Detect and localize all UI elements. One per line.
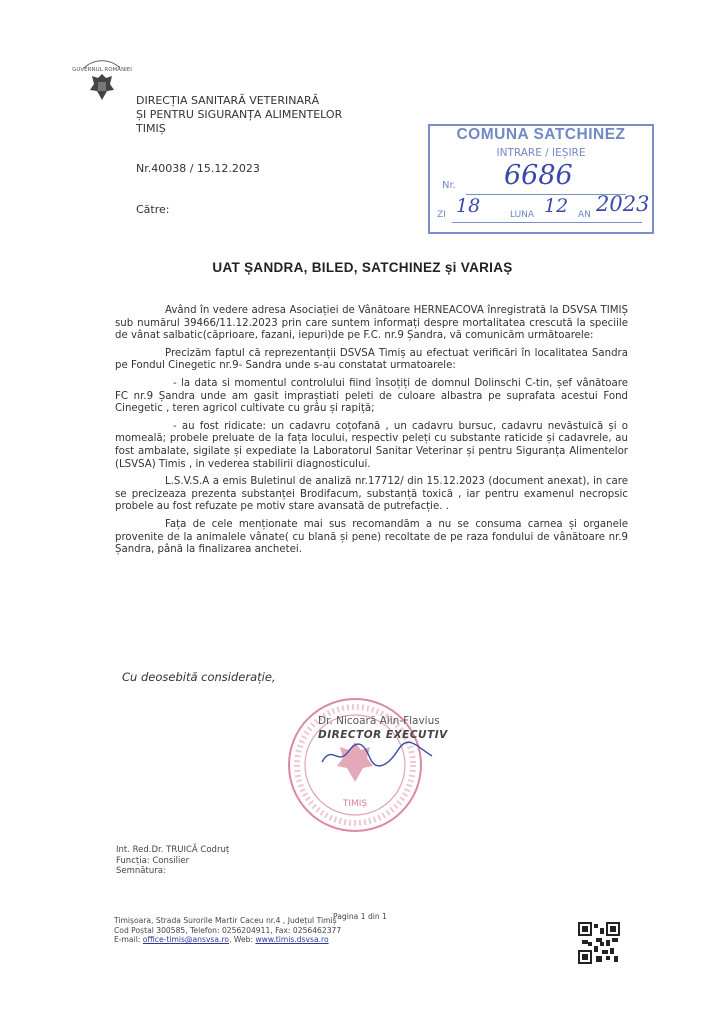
paragraph: Având în vedere adresa Asociației de Vânătoare HERNEACOVA înregistrată la DSVSA TIMIȘ sub numărul 39466/11.12.2023 prin care suntem informați despre mortalitatea crescută la speciile de vânat salbatic(căprioare, fazani, iepuri)de pe F.C. nr.9 Șandra, vă comunicăm următoarele: bbox=[115, 305, 628, 342]
government-crest-logo bbox=[72, 62, 132, 108]
stamp-nr-label: Nr. bbox=[442, 180, 456, 191]
stamp-an-value: 2023 bbox=[596, 192, 650, 216]
paragraph: Fața de cele menționate mai sus recomandăm a nu se consuma carnea și organele provenite de la animalele vânate( cu blană și pene) recoltate de pe raza fondului de vânătoare nr.9 Șandra, până la finalizarea anchetei. bbox=[115, 518, 628, 556]
internal-line: Funcția: Consilier bbox=[116, 855, 190, 866]
stamp-luna-label: LUNA bbox=[510, 210, 535, 220]
paragraph: - au fost ridicate: un cadavru coțofană , un cadavru bursuc, cadavru nevăstuică și o momeală; probele preluate de la fața locului, respectiv peleți cu substante raticide și cadavrele, au fost ambalate, sigilate și expediate la Laboratorul Sanitar Veterinar și pentru Siguranța Alimentelor (LSVSA) Timis , in vederea stabilirii diagnosticului. bbox=[115, 420, 628, 470]
seal-text: TIMIȘ bbox=[342, 799, 368, 809]
letter-body bbox=[115, 305, 628, 562]
internal-reference bbox=[116, 845, 229, 877]
stamp-nr-value: 6686 bbox=[504, 160, 573, 191]
paragraph: Precizăm faptul că reprezentanții DSVSA Timiș au efectuat verificări în localitatea Sandra pe Fondul Cinegetic nr.9- Sandra unde s-au constatat urmatoarele: bbox=[115, 347, 628, 372]
recipient-label: Către: bbox=[136, 203, 170, 216]
paragraph: L.S.V.S.A a emis Buletinul de analiză nr.17712/ din 15.12.2023 (document anexat), in care se precizeaza prezenta substanței Brodifacum, substanță toxică , iar pentru examenul necropsic probele au fost refuzate pe motiv stare avansată de putrefacție. . bbox=[115, 476, 628, 513]
institution-line: TIMIȘ bbox=[136, 122, 166, 135]
document-number: Nr.40038 / 15.12.2023 bbox=[136, 162, 260, 175]
crest-text: GUVERNUL ROMÂNIEI bbox=[72, 67, 132, 73]
stamp-zi-label: ZI bbox=[437, 210, 446, 220]
footer-address: Timișoara, Strada Surorile Martir Caceu nr.4 , Județul Timiș bbox=[114, 916, 337, 925]
stamp-io-label: INTRARE / IEȘIRE bbox=[496, 147, 586, 159]
handwritten-signature bbox=[318, 740, 438, 774]
page-title: UAT ȘANDRA, BILED, SATCHINEZ și VARIAȘ bbox=[212, 260, 513, 275]
stamp-an-label: AN bbox=[578, 210, 591, 220]
footer-email-line bbox=[114, 935, 341, 945]
institution-line: ȘI PENTRU SIGURANȚA ALIMENTELOR bbox=[136, 108, 343, 121]
signer-name: Dr. Nicoară Alin-Flavius bbox=[318, 715, 440, 727]
closing-salutation: Cu deosebită considerație, bbox=[122, 670, 276, 684]
paragraph: - la data si momentul controlului fiind însoțiți de domnul Dolinschi C-tin, șef vânătoare FC nr.9 Șandra unde am gasit impraștiati peleti de culoare albastra pe suprafata acestui Fond Cinegetic , teren agricol cultivate cu grâu și rapiță; bbox=[115, 377, 628, 415]
stamp-zi-value: 18 bbox=[456, 195, 481, 217]
footer-web-link[interactable]: www.timis.dsvsa.ro bbox=[255, 935, 329, 944]
stamp-luna-value: 12 bbox=[544, 195, 569, 217]
institution-line: DIRECȚIA SANITARĂ VETERINARĂ bbox=[136, 94, 320, 107]
internal-line: Semnătura: bbox=[116, 866, 166, 876]
registration-stamp bbox=[428, 124, 654, 234]
signer-role: DIRECTOR EXECUTIV bbox=[318, 729, 448, 741]
page-number: Pagina 1 din 1 bbox=[333, 912, 387, 921]
institution-name bbox=[136, 94, 342, 136]
footer-phones: Cod Poștal 300585, Telefon: 0256204911, Fax: 0256462377 bbox=[114, 925, 342, 935]
footer-contact bbox=[114, 916, 341, 945]
signer-block bbox=[318, 714, 448, 742]
footer-email-link[interactable]: office-timis@ansvsa.ro bbox=[142, 935, 230, 944]
qr-code bbox=[578, 922, 620, 964]
footer-web-label: , Web: bbox=[229, 935, 254, 944]
internal-line: Int. Red.Dr. TRUICĂ Codruț bbox=[116, 845, 230, 855]
stamp-commune: COMUNA SATCHINEZ bbox=[456, 126, 626, 143]
footer-email-label: E-mail: bbox=[114, 935, 141, 944]
